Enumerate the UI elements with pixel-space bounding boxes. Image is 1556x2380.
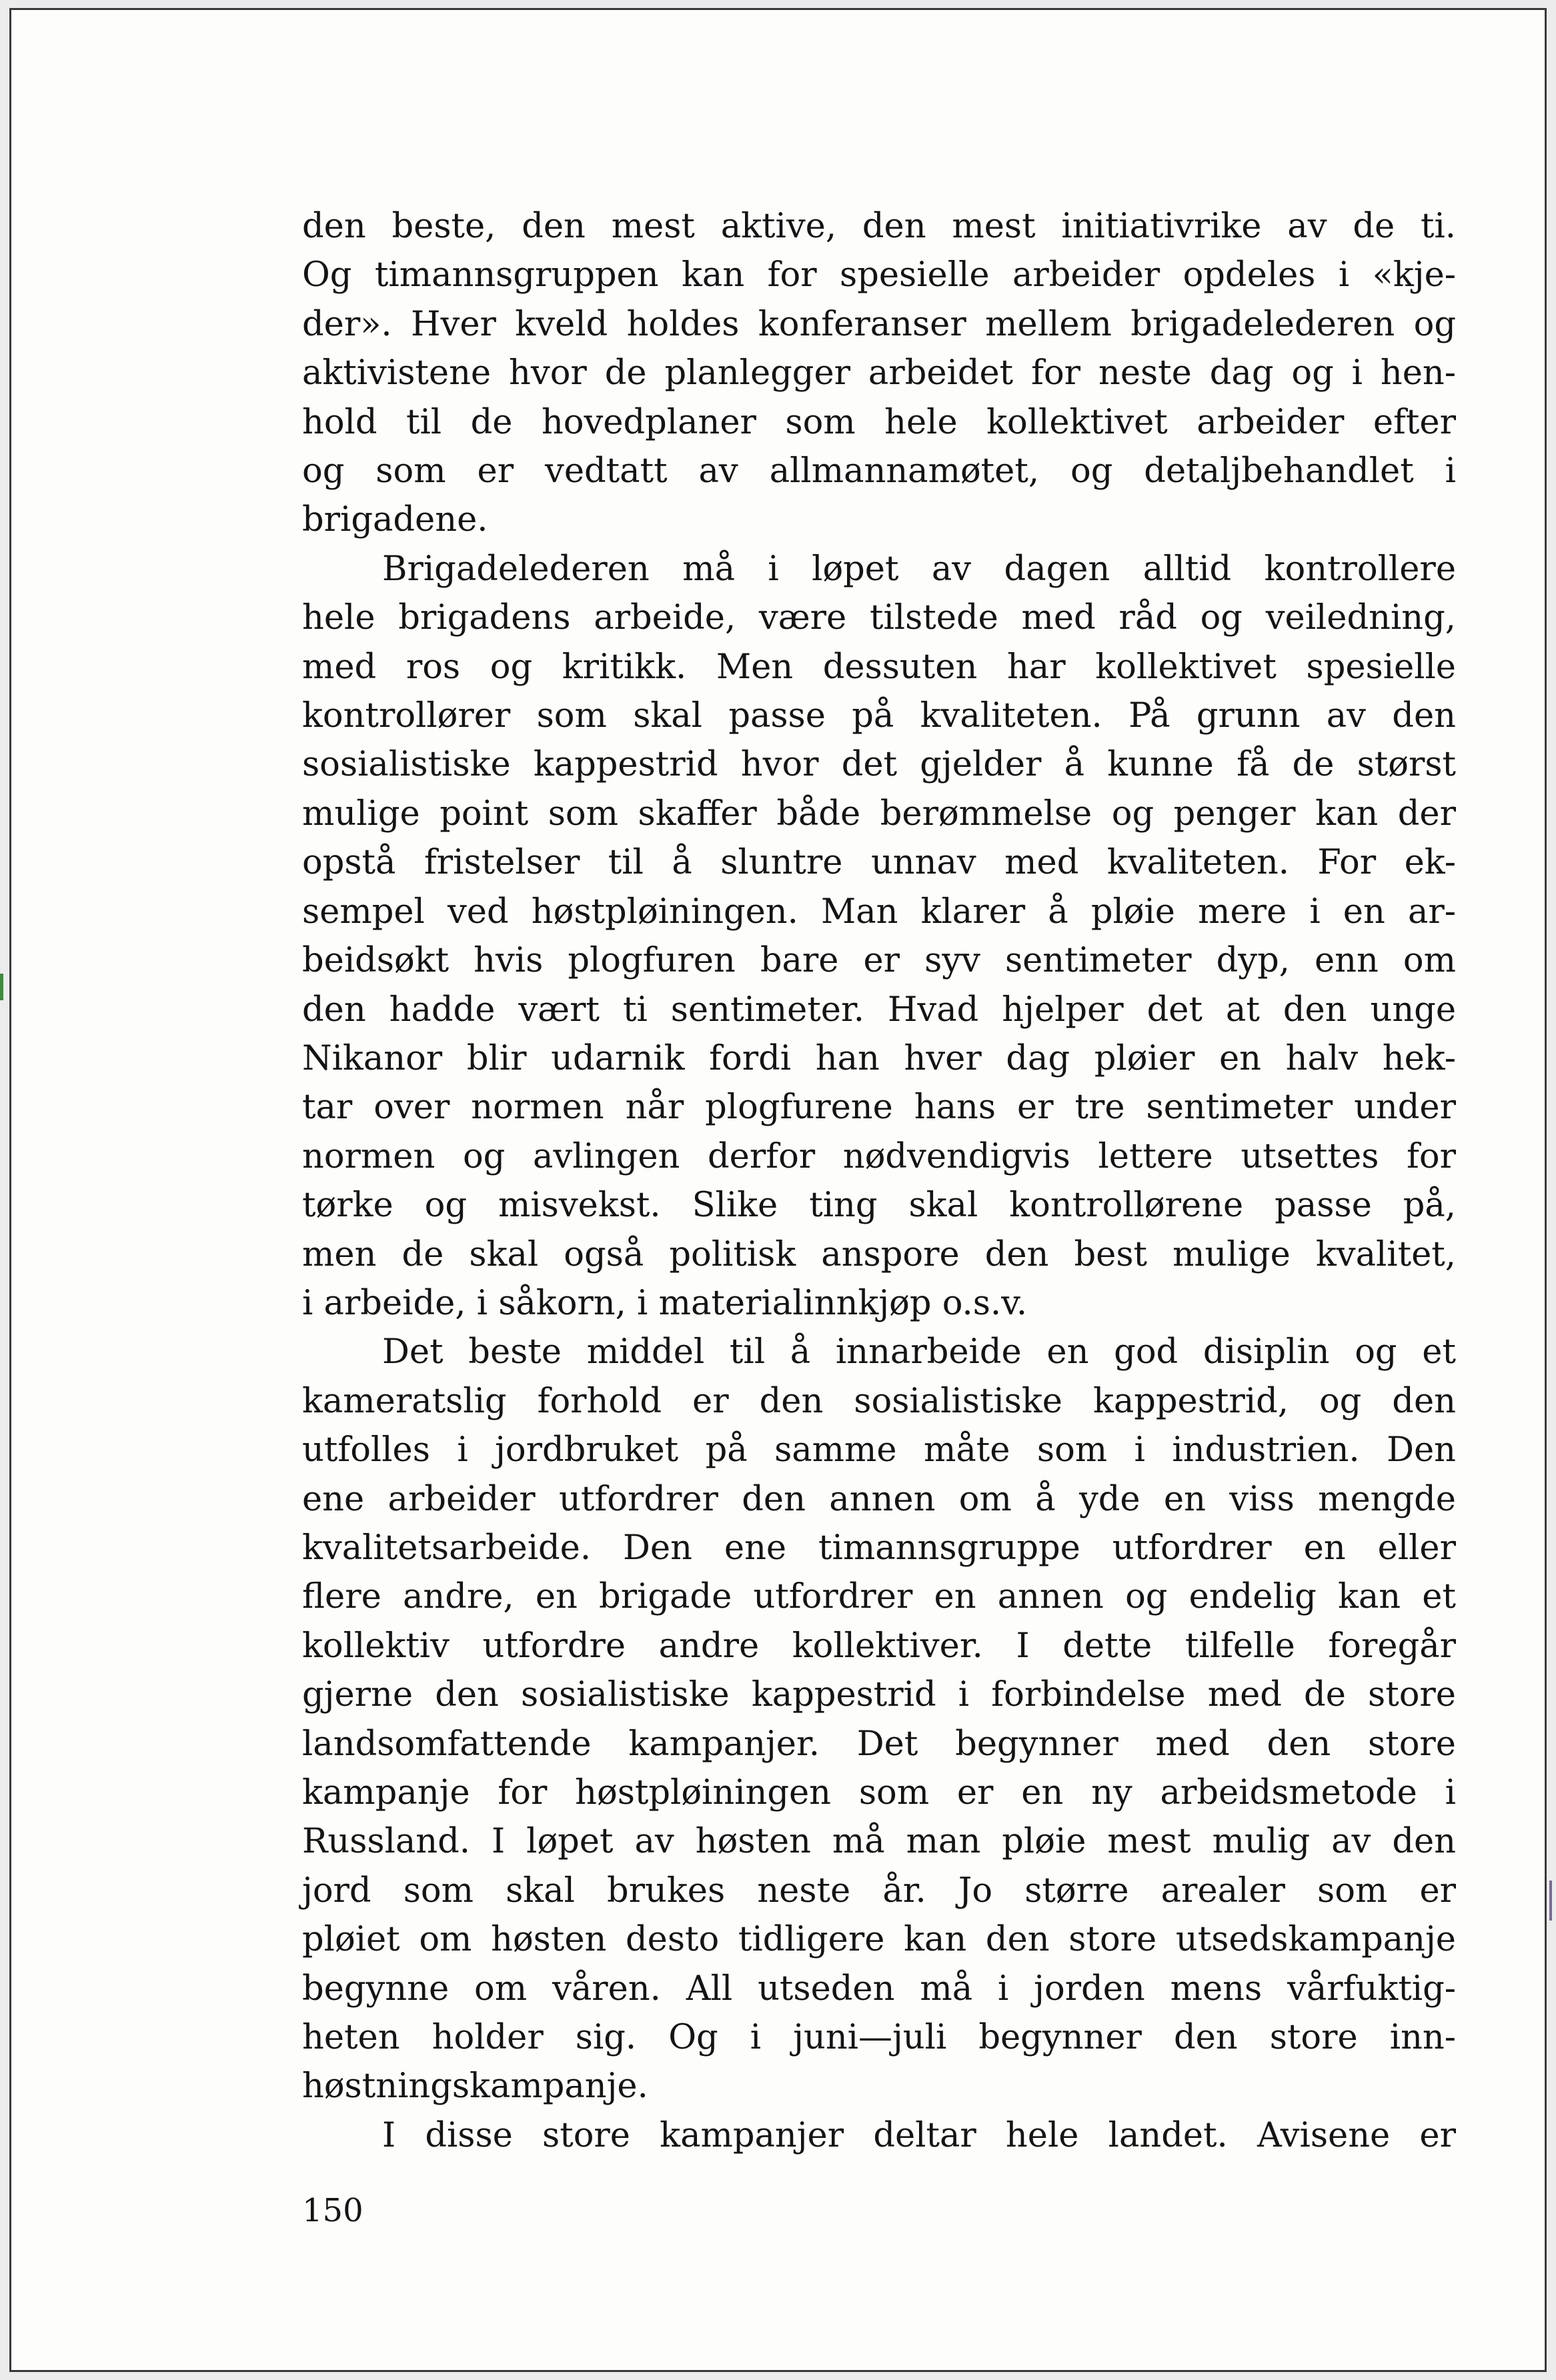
- text-line: men de skal også politisk anspore den best mulige kvalitet,: [302, 1234, 1456, 1274]
- body-text: [302, 202, 1456, 2160]
- text-line: utfolles i jordbruket på samme måte som i industrien. Den: [302, 1430, 1456, 1470]
- text-line: kollektiv utfordre andre kollektiver. I dette tilfelle foregår: [302, 1626, 1456, 1666]
- text-line: sempel ved høstpløiningen. Man klarer å pløie mere i en ar-: [302, 892, 1456, 932]
- text-line: begynne om våren. All utseden må i jorden mens vårfuktig-: [302, 1969, 1456, 2009]
- text-line: i arbeide, i såkorn, i materialinnkjøp o.s.v.: [302, 1283, 1028, 1323]
- text-line: tørke og misvekst. Slike ting skal kontrollørene passe på,: [302, 1186, 1456, 1226]
- text-line: kvalitetsarbeide. Den ene timannsgruppe utfordrer en eller: [302, 1528, 1456, 1568]
- text-line: opstå fristelser til å sluntre unnav med kvaliteten. For ek-: [302, 843, 1456, 883]
- text-line: pløiet om høsten desto tidligere kan den store utsedskampanje: [302, 1920, 1456, 1960]
- text-line: landsomfattende kampanjer. Det begynner med den store: [302, 1724, 1456, 1764]
- book-page: [9, 8, 1547, 2372]
- text-line: og som er vedtatt av allmannamøtet, og detaljbehandlet i: [302, 451, 1456, 491]
- edge-mark-left: [0, 974, 3, 1000]
- text-line: mulige point som skaffer både berømmelse og penger kan der: [302, 794, 1456, 834]
- text-line: høstningskampanje.: [302, 2067, 648, 2107]
- text-line: hold til de hovedplaner som hele kollektivet arbeider efter: [302, 402, 1456, 442]
- text-line: I disse store kampanjer deltar hele landet. Avisene er: [382, 2115, 1456, 2155]
- text-line: flere andre, en brigade utfordrer en annen og endelig kan et: [302, 1577, 1456, 1617]
- text-line: Russland. I løpet av høsten må man pløie mest mulig av den: [302, 1822, 1456, 1862]
- text-line: den beste, den mest aktive, den mest initiativrike av de ti.: [302, 207, 1456, 246]
- text-line: sosialistiske kappestrid hvor det gjelder å kunne få de størst: [302, 745, 1456, 785]
- text-line: beidsøkt hvis plogfuren bare er syv sentimeter dyp, enn om: [302, 941, 1456, 981]
- text-line: med ros og kritikk. Men dessuten har kollektivet spesielle: [302, 647, 1456, 687]
- text-line: der». Hver kveld holdes konferanser mellem brigadelederen og: [302, 304, 1456, 344]
- page-number: 150: [302, 2192, 363, 2229]
- text-line: kampanje for høstpløiningen som er en ny arbeidsmetode i: [302, 1773, 1456, 1813]
- text-line: Nikanor blir udarnik fordi han hver dag pløier en halv hek-: [302, 1038, 1456, 1078]
- text-line: aktivistene hvor de planlegger arbeidet for neste dag og i hen-: [302, 353, 1456, 393]
- text-line: Brigadelederen må i løpet av dagen alltid kontrollere: [382, 549, 1456, 589]
- text-line: normen og avlingen derfor nødvendigvis lettere utsettes for: [302, 1136, 1456, 1176]
- text-line: gjerne den sosialistiske kappestrid i forbindelse med de store: [302, 1675, 1456, 1715]
- text-line: heten holder sig. Og i juni—juli begynner den store inn-: [302, 2018, 1456, 2058]
- text-line: Det beste middel til å innarbeide en god disiplin og et: [382, 1332, 1456, 1372]
- text-line: den hadde vært ti sentimeter. Hvad hjelper det at den unge: [302, 990, 1456, 1030]
- edge-mark: [1549, 1881, 1552, 1921]
- text-line: Og timannsgruppen kan for spesielle arbeider opdeles i «kje-: [302, 255, 1456, 295]
- text-line: ene arbeider utfordrer den annen om å yde en viss mengde: [302, 1479, 1456, 1519]
- text-line: kontrollører som skal passe på kvaliteten. På grunn av den: [302, 696, 1456, 736]
- text-line: brigadene.: [302, 500, 488, 540]
- text-line: hele brigadens arbeide, være tilstede med råd og veiledning,: [302, 598, 1456, 638]
- text-line: kameratslig forhold er den sosialistiske kappestrid, og den: [302, 1381, 1456, 1421]
- text-line: jord som skal brukes neste år. Jo større arealer som er: [302, 1871, 1456, 1911]
- text-line: tar over normen når plogfurene hans er tre sentimeter under: [302, 1088, 1456, 1128]
